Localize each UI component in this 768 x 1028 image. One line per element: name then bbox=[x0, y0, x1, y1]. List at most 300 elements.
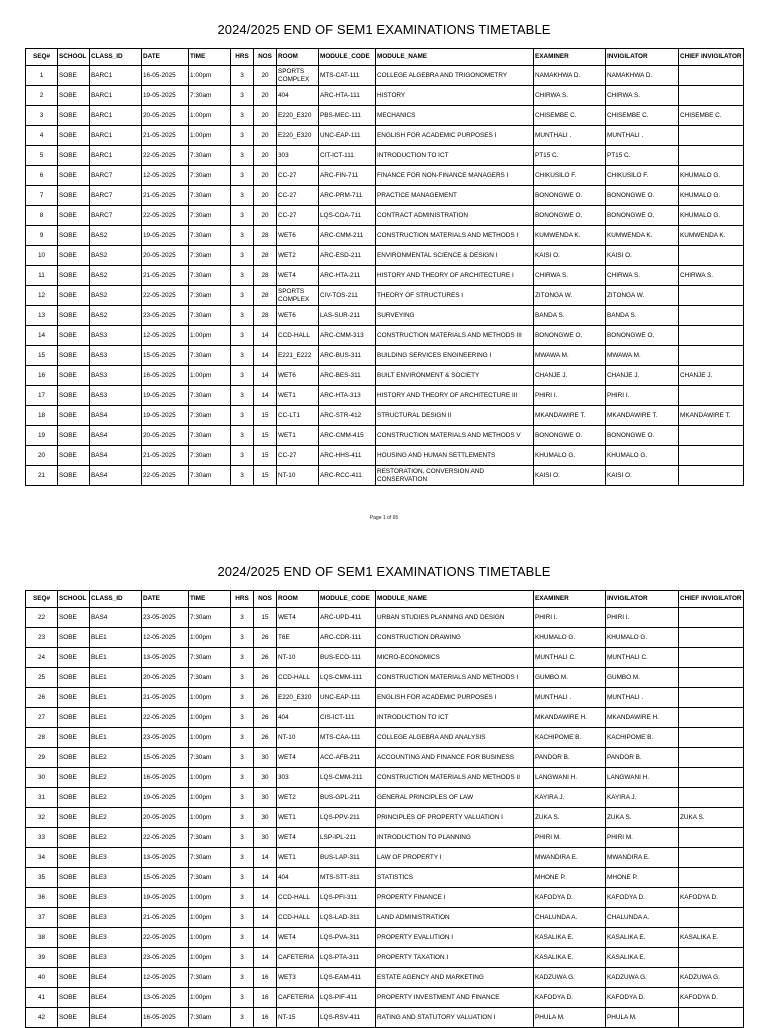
cell-hrs: 3 bbox=[231, 848, 254, 868]
cell-module-code: ARC-RCC-411 bbox=[319, 466, 376, 486]
header-school: SCHOOL bbox=[58, 49, 90, 66]
cell-date: 23-05-2025 bbox=[142, 306, 189, 326]
cell-room: E220_E320 bbox=[277, 126, 319, 146]
cell-class-id: BAS4 bbox=[90, 426, 142, 446]
cell-class-id: BAS4 bbox=[90, 446, 142, 466]
table-row bbox=[26, 748, 744, 768]
cell-chief-invigilator: KAFODYA D. bbox=[679, 988, 744, 1008]
cell-module-code: LQS-PFI-311 bbox=[319, 888, 376, 908]
cell-invigilator: CHISEMBE C. bbox=[606, 106, 679, 126]
cell-chief-invigilator: KADZUWA G. bbox=[679, 968, 744, 988]
cell-module-code: ARC-HTA-211 bbox=[319, 266, 376, 286]
cell-time: 7:30am bbox=[189, 968, 231, 988]
cell-room: WET6 bbox=[277, 226, 319, 246]
cell-nos: 28 bbox=[254, 226, 277, 246]
cell-time: 1:00pm bbox=[189, 788, 231, 808]
cell-class-id: BLE1 bbox=[90, 688, 142, 708]
cell-invigilator: KAFODYA D. bbox=[606, 888, 679, 908]
cell-module-code: ARC-UPD-411 bbox=[319, 608, 376, 628]
cell-hrs: 3 bbox=[231, 466, 254, 486]
header-module-code: MODULE_CODE bbox=[319, 591, 376, 608]
cell-invigilator: CHIRWA S. bbox=[606, 266, 679, 286]
cell-room: NT-15 bbox=[277, 1008, 319, 1028]
header-seq: SEQ# bbox=[26, 591, 58, 608]
cell-school: SOBE bbox=[58, 908, 90, 928]
cell-nos: 14 bbox=[254, 928, 277, 948]
cell-nos: 20 bbox=[254, 206, 277, 226]
cell-examiner: KAFODYA D. bbox=[534, 888, 606, 908]
cell-school: SOBE bbox=[58, 286, 90, 306]
cell-nos: 20 bbox=[254, 126, 277, 146]
cell-nos: 30 bbox=[254, 808, 277, 828]
table-row bbox=[26, 668, 744, 688]
cell-class-id: BLE4 bbox=[90, 988, 142, 1008]
cell-examiner: CHANJE J. bbox=[534, 366, 606, 386]
cell-seq: 3 bbox=[26, 106, 58, 126]
cell-examiner: KHUMALO G. bbox=[534, 628, 606, 648]
cell-examiner: CHIRWA S. bbox=[534, 266, 606, 286]
cell-time: 7:30am bbox=[189, 668, 231, 688]
cell-school: SOBE bbox=[58, 446, 90, 466]
header-class-id: CLASS_ID bbox=[90, 591, 142, 608]
cell-date: 13-05-2025 bbox=[142, 848, 189, 868]
cell-hrs: 3 bbox=[231, 206, 254, 226]
cell-seq: 26 bbox=[26, 688, 58, 708]
cell-date: 22-05-2025 bbox=[142, 286, 189, 306]
table-row bbox=[26, 266, 744, 286]
cell-school: SOBE bbox=[58, 748, 90, 768]
cell-class-id: BAS3 bbox=[90, 346, 142, 366]
cell-date: 16-05-2025 bbox=[142, 366, 189, 386]
cell-examiner: PT15 C. bbox=[534, 146, 606, 166]
cell-nos: 15 bbox=[254, 426, 277, 446]
cell-time: 7:30am bbox=[189, 1008, 231, 1028]
cell-nos: 14 bbox=[254, 868, 277, 888]
cell-hrs: 3 bbox=[231, 908, 254, 928]
cell-module-name: BUILDING SERVICES ENGINEERING I bbox=[376, 346, 534, 366]
cell-room: WET4 bbox=[277, 828, 319, 848]
cell-module-code: ARC-CMM-415 bbox=[319, 426, 376, 446]
cell-seq: 24 bbox=[26, 648, 58, 668]
cell-examiner: GUMBO M. bbox=[534, 668, 606, 688]
cell-module-code: LQS-PIF-411 bbox=[319, 988, 376, 1008]
header-date: DATE bbox=[142, 591, 189, 608]
table-row bbox=[26, 968, 744, 988]
cell-hrs: 3 bbox=[231, 648, 254, 668]
cell-nos: 14 bbox=[254, 948, 277, 968]
cell-nos: 14 bbox=[254, 386, 277, 406]
timetable-table bbox=[25, 590, 744, 1028]
cell-seq: 9 bbox=[26, 226, 58, 246]
cell-seq: 22 bbox=[26, 608, 58, 628]
cell-room: WET2 bbox=[277, 246, 319, 266]
cell-examiner: KACHIPOME B. bbox=[534, 728, 606, 748]
cell-room: CCD-HALL bbox=[277, 888, 319, 908]
cell-chief-invigilator bbox=[679, 708, 744, 728]
cell-invigilator: KAYIRA J. bbox=[606, 788, 679, 808]
cell-time: 7:30am bbox=[189, 286, 231, 306]
table-row bbox=[26, 828, 744, 848]
cell-date: 20-05-2025 bbox=[142, 246, 189, 266]
table-row bbox=[26, 708, 744, 728]
cell-hrs: 3 bbox=[231, 688, 254, 708]
cell-module-code: CIT-ICT-111 bbox=[319, 146, 376, 166]
cell-class-id: BAS2 bbox=[90, 246, 142, 266]
cell-school: SOBE bbox=[58, 406, 90, 426]
cell-module-code: ARC-ESD-211 bbox=[319, 246, 376, 266]
cell-date: 19-05-2025 bbox=[142, 386, 189, 406]
cell-hrs: 3 bbox=[231, 868, 254, 888]
cell-nos: 16 bbox=[254, 1008, 277, 1028]
cell-module-name: PRACTICE MANAGEMENT bbox=[376, 186, 534, 206]
cell-module-name: FINANCE FOR NON-FINANCE MANAGERS I bbox=[376, 166, 534, 186]
cell-module-name: ENGLISH FOR ACADEMIC PURPOSES I bbox=[376, 126, 534, 146]
cell-room: NT-10 bbox=[277, 466, 319, 486]
header-time: TIME bbox=[189, 49, 231, 66]
cell-nos: 20 bbox=[254, 66, 277, 86]
cell-module-name: ENGLISH FOR ACADEMIC PURPOSES I bbox=[376, 688, 534, 708]
table-row bbox=[26, 366, 744, 386]
cell-date: 13-05-2025 bbox=[142, 988, 189, 1008]
cell-date: 20-05-2025 bbox=[142, 808, 189, 828]
cell-time: 7:30am bbox=[189, 146, 231, 166]
cell-school: SOBE bbox=[58, 848, 90, 868]
table-row bbox=[26, 426, 744, 446]
cell-examiner: PHIRI M. bbox=[534, 828, 606, 848]
cell-seq: 6 bbox=[26, 166, 58, 186]
cell-module-name: RATING AND STATUTORY VALUATION I bbox=[376, 1008, 534, 1028]
cell-school: SOBE bbox=[58, 246, 90, 266]
cell-seq: 7 bbox=[26, 186, 58, 206]
cell-time: 7:30am bbox=[189, 306, 231, 326]
cell-time: 1:00pm bbox=[189, 948, 231, 968]
cell-examiner: CHIKUSILO F. bbox=[534, 166, 606, 186]
cell-examiner: MUNTHALI . bbox=[534, 688, 606, 708]
cell-invigilator: PHIRI I. bbox=[606, 608, 679, 628]
cell-module-name: COLLEGE ALGEBRA AND TRIGONOMETRY bbox=[376, 66, 534, 86]
cell-date: 12-05-2025 bbox=[142, 166, 189, 186]
cell-module-code: ARC-FIN-711 bbox=[319, 166, 376, 186]
cell-nos: 15 bbox=[254, 608, 277, 628]
cell-room: CAFETERIA bbox=[277, 988, 319, 1008]
cell-module-code: LAS-SUR-211 bbox=[319, 306, 376, 326]
cell-module-name: CONSTRUCTION MATERIALS AND METHODS I bbox=[376, 226, 534, 246]
table-row bbox=[26, 406, 744, 426]
cell-module-name: HOUSING AND HUMAN SETTLEMENTS bbox=[376, 446, 534, 466]
cell-nos: 15 bbox=[254, 466, 277, 486]
cell-class-id: BLE1 bbox=[90, 648, 142, 668]
cell-examiner: BANDA S. bbox=[534, 306, 606, 326]
cell-module-name: ESTATE AGENCY AND MARKETING bbox=[376, 968, 534, 988]
cell-examiner: BONONGWE O. bbox=[534, 426, 606, 446]
cell-class-id: BLE3 bbox=[90, 928, 142, 948]
cell-examiner: KASALIKA E. bbox=[534, 928, 606, 948]
cell-class-id: BLE3 bbox=[90, 888, 142, 908]
cell-seq: 13 bbox=[26, 306, 58, 326]
cell-class-id: BAS4 bbox=[90, 466, 142, 486]
cell-examiner: MUNTHALI . bbox=[534, 126, 606, 146]
cell-time: 7:30am bbox=[189, 186, 231, 206]
cell-nos: 20 bbox=[254, 86, 277, 106]
cell-invigilator: KAISI O. bbox=[606, 246, 679, 266]
table-row bbox=[26, 66, 744, 86]
cell-room: NT-10 bbox=[277, 728, 319, 748]
cell-examiner: KHUMALO G. bbox=[534, 446, 606, 466]
cell-chief-invigilator bbox=[679, 668, 744, 688]
table-row bbox=[26, 728, 744, 748]
table-row bbox=[26, 768, 744, 788]
cell-nos: 14 bbox=[254, 366, 277, 386]
cell-invigilator: MUNTHALI C. bbox=[606, 648, 679, 668]
cell-class-id: BLE2 bbox=[90, 748, 142, 768]
cell-examiner: BONONGWE O. bbox=[534, 206, 606, 226]
table-row bbox=[26, 186, 744, 206]
cell-chief-invigilator bbox=[679, 466, 744, 486]
cell-module-code: LQS-EAM-411 bbox=[319, 968, 376, 988]
cell-module-name: CONSTRUCTION MATERIALS AND METHODS I bbox=[376, 668, 534, 688]
header-room: ROOM bbox=[277, 591, 319, 608]
cell-chief-invigilator bbox=[679, 446, 744, 466]
cell-module-code: BUS-LAP-311 bbox=[319, 848, 376, 868]
cell-chief-invigilator bbox=[679, 748, 744, 768]
cell-hrs: 3 bbox=[231, 708, 254, 728]
cell-time: 7:30am bbox=[189, 848, 231, 868]
cell-invigilator: CHANJE J. bbox=[606, 366, 679, 386]
cell-class-id: BARC1 bbox=[90, 66, 142, 86]
cell-seq: 2 bbox=[26, 86, 58, 106]
cell-class-id: BARC1 bbox=[90, 86, 142, 106]
cell-chief-invigilator: CHISEMBE C. bbox=[679, 106, 744, 126]
header-nos: NOS bbox=[254, 591, 277, 608]
cell-school: SOBE bbox=[58, 326, 90, 346]
cell-time: 1:00pm bbox=[189, 928, 231, 948]
cell-module-code: ARC-CDR-111 bbox=[319, 628, 376, 648]
cell-date: 19-05-2025 bbox=[142, 226, 189, 246]
cell-module-code: LQS-RSV-411 bbox=[319, 1008, 376, 1028]
cell-seq: 29 bbox=[26, 748, 58, 768]
cell-chief-invigilator bbox=[679, 908, 744, 928]
header-examiner: EXAMINER bbox=[534, 591, 606, 608]
cell-seq: 25 bbox=[26, 668, 58, 688]
cell-invigilator: NAMAKHWA D. bbox=[606, 66, 679, 86]
cell-hrs: 3 bbox=[231, 346, 254, 366]
cell-examiner: KAISI O. bbox=[534, 466, 606, 486]
cell-hrs: 3 bbox=[231, 948, 254, 968]
cell-chief-invigilator: MKANDAWIRE T. bbox=[679, 406, 744, 426]
header-room: ROOM bbox=[277, 49, 319, 66]
table-row bbox=[26, 1008, 744, 1028]
cell-school: SOBE bbox=[58, 708, 90, 728]
cell-time: 7:30am bbox=[189, 246, 231, 266]
cell-nos: 28 bbox=[254, 286, 277, 306]
cell-module-code: BUS-ECO-111 bbox=[319, 648, 376, 668]
table-row bbox=[26, 346, 744, 366]
cell-time: 1:00pm bbox=[189, 366, 231, 386]
cell-room: E220_E320 bbox=[277, 688, 319, 708]
cell-seq: 8 bbox=[26, 206, 58, 226]
cell-module-code: ARC-HHS-411 bbox=[319, 446, 376, 466]
cell-module-code: LQS-LAD-311 bbox=[319, 908, 376, 928]
cell-date: 15-05-2025 bbox=[142, 346, 189, 366]
cell-chief-invigilator: CHANJE J. bbox=[679, 366, 744, 386]
cell-seq: 1 bbox=[26, 66, 58, 86]
cell-hrs: 3 bbox=[231, 306, 254, 326]
cell-class-id: BAS3 bbox=[90, 386, 142, 406]
cell-chief-invigilator bbox=[679, 768, 744, 788]
cell-time: 1:00pm bbox=[189, 888, 231, 908]
cell-date: 19-05-2025 bbox=[142, 86, 189, 106]
cell-time: 7:30am bbox=[189, 446, 231, 466]
cell-room: WET4 bbox=[277, 266, 319, 286]
cell-school: SOBE bbox=[58, 808, 90, 828]
cell-nos: 28 bbox=[254, 266, 277, 286]
timetable-title: 2024/2025 END OF SEM1 EXAMINATIONS TIMETABLE bbox=[217, 564, 551, 579]
cell-module-code: ARC-BUS-311 bbox=[319, 346, 376, 366]
cell-module-name: HISTORY bbox=[376, 86, 534, 106]
cell-nos: 20 bbox=[254, 186, 277, 206]
cell-room: WET1 bbox=[277, 808, 319, 828]
cell-examiner: KADZUWA G. bbox=[534, 968, 606, 988]
cell-time: 1:00pm bbox=[189, 808, 231, 828]
cell-invigilator: MHONE P. bbox=[606, 868, 679, 888]
table-row bbox=[26, 286, 744, 306]
cell-examiner: MWAWA M. bbox=[534, 346, 606, 366]
cell-time: 7:30am bbox=[189, 828, 231, 848]
cell-invigilator: KHUMALO G. bbox=[606, 628, 679, 648]
cell-nos: 20 bbox=[254, 146, 277, 166]
table-row bbox=[26, 848, 744, 868]
cell-time: 1:00pm bbox=[189, 768, 231, 788]
table-row bbox=[26, 888, 744, 908]
cell-date: 12-05-2025 bbox=[142, 968, 189, 988]
cell-time: 7:30am bbox=[189, 748, 231, 768]
cell-room: SPORTS COMPLEX bbox=[277, 66, 319, 86]
cell-seq: 16 bbox=[26, 366, 58, 386]
cell-invigilator: BONONGWE O. bbox=[606, 326, 679, 346]
cell-date: 19-05-2025 bbox=[142, 788, 189, 808]
cell-date: 16-05-2025 bbox=[142, 768, 189, 788]
header-seq: SEQ# bbox=[26, 49, 58, 66]
cell-room: WET1 bbox=[277, 848, 319, 868]
cell-time: 7:30am bbox=[189, 266, 231, 286]
cell-seq: 37 bbox=[26, 908, 58, 928]
cell-time: 7:30am bbox=[189, 608, 231, 628]
cell-module-name: PROPERTY FINANCE I bbox=[376, 888, 534, 908]
cell-seq: 19 bbox=[26, 426, 58, 446]
cell-hrs: 3 bbox=[231, 86, 254, 106]
cell-nos: 30 bbox=[254, 788, 277, 808]
cell-examiner: CHALUNDA A. bbox=[534, 908, 606, 928]
cell-module-code: ACC-AFB-211 bbox=[319, 748, 376, 768]
cell-invigilator: ZUKA S. bbox=[606, 808, 679, 828]
cell-invigilator: BONONGWE O. bbox=[606, 186, 679, 206]
cell-date: 23-05-2025 bbox=[142, 728, 189, 748]
cell-class-id: BAS2 bbox=[90, 266, 142, 286]
cell-module-name: PROPERTY TAXATION I bbox=[376, 948, 534, 968]
cell-seq: 31 bbox=[26, 788, 58, 808]
cell-invigilator: MWANDIRA E. bbox=[606, 848, 679, 868]
cell-invigilator: KACHIPOME B. bbox=[606, 728, 679, 748]
cell-invigilator: PT15 C. bbox=[606, 146, 679, 166]
cell-invigilator: CHIKUSILO F. bbox=[606, 166, 679, 186]
cell-room: NT-10 bbox=[277, 648, 319, 668]
table-row bbox=[26, 688, 744, 708]
table-row bbox=[26, 928, 744, 948]
header-time: TIME bbox=[189, 591, 231, 608]
cell-chief-invigilator bbox=[679, 948, 744, 968]
cell-school: SOBE bbox=[58, 106, 90, 126]
cell-chief-invigilator bbox=[679, 426, 744, 446]
cell-examiner: NAMAKHWA D. bbox=[534, 66, 606, 86]
cell-time: 1:00pm bbox=[189, 106, 231, 126]
cell-date: 12-05-2025 bbox=[142, 326, 189, 346]
cell-class-id: BLE3 bbox=[90, 908, 142, 928]
cell-date: 12-05-2025 bbox=[142, 628, 189, 648]
cell-invigilator: MUNTHALI . bbox=[606, 126, 679, 146]
cell-room: CC-27 bbox=[277, 166, 319, 186]
cell-nos: 26 bbox=[254, 668, 277, 688]
header-class-id: CLASS_ID bbox=[90, 49, 142, 66]
cell-hrs: 3 bbox=[231, 668, 254, 688]
cell-hrs: 3 bbox=[231, 628, 254, 648]
cell-examiner: PHULA M. bbox=[534, 1008, 606, 1028]
cell-room: WET4 bbox=[277, 928, 319, 948]
cell-chief-invigilator bbox=[679, 1008, 744, 1028]
cell-invigilator: PHULA M. bbox=[606, 1008, 679, 1028]
table-row bbox=[26, 988, 744, 1008]
cell-seq: 10 bbox=[26, 246, 58, 266]
cell-hrs: 3 bbox=[231, 146, 254, 166]
header-school: SCHOOL bbox=[58, 591, 90, 608]
table-row bbox=[26, 628, 744, 648]
cell-school: SOBE bbox=[58, 868, 90, 888]
cell-nos: 16 bbox=[254, 968, 277, 988]
cell-school: SOBE bbox=[58, 206, 90, 226]
cell-hrs: 3 bbox=[231, 286, 254, 306]
cell-chief-invigilator bbox=[679, 788, 744, 808]
cell-hrs: 3 bbox=[231, 988, 254, 1008]
cell-class-id: BLE1 bbox=[90, 728, 142, 748]
cell-room: WET4 bbox=[277, 748, 319, 768]
cell-module-name: MECHANICS bbox=[376, 106, 534, 126]
cell-module-name: CONSTRUCTION DRAWING bbox=[376, 628, 534, 648]
cell-module-code: ARC-BES-311 bbox=[319, 366, 376, 386]
cell-module-code: LQS-PPV-211 bbox=[319, 808, 376, 828]
cell-hrs: 3 bbox=[231, 768, 254, 788]
cell-date: 20-05-2025 bbox=[142, 106, 189, 126]
cell-invigilator: CHALUNDA A. bbox=[606, 908, 679, 928]
timetable-table bbox=[25, 48, 744, 486]
cell-invigilator: PANDOR B. bbox=[606, 748, 679, 768]
cell-module-code: BUS-GPL-211 bbox=[319, 788, 376, 808]
cell-seq: 18 bbox=[26, 406, 58, 426]
header-chief-invigilator: CHIEF INVIGILATOR bbox=[679, 591, 744, 608]
cell-module-name: CONSTRUCTION MATERIALS AND METHODS III bbox=[376, 326, 534, 346]
cell-module-code: CIV-TOS-211 bbox=[319, 286, 376, 306]
cell-chief-invigilator bbox=[679, 728, 744, 748]
table-row bbox=[26, 808, 744, 828]
timetable-title: 2024/2025 END OF SEM1 EXAMINATIONS TIMETABLE bbox=[217, 22, 551, 37]
cell-hrs: 3 bbox=[231, 426, 254, 446]
cell-nos: 30 bbox=[254, 748, 277, 768]
cell-chief-invigilator: ZUKA S. bbox=[679, 808, 744, 828]
cell-date: 21-05-2025 bbox=[142, 446, 189, 466]
header-date: DATE bbox=[142, 49, 189, 66]
cell-examiner: MUNTHALI C. bbox=[534, 648, 606, 668]
cell-class-id: BAS4 bbox=[90, 406, 142, 426]
cell-module-name: HISTORY AND THEORY OF ARCHITECTURE III bbox=[376, 386, 534, 406]
cell-examiner: ZUKA S. bbox=[534, 808, 606, 828]
